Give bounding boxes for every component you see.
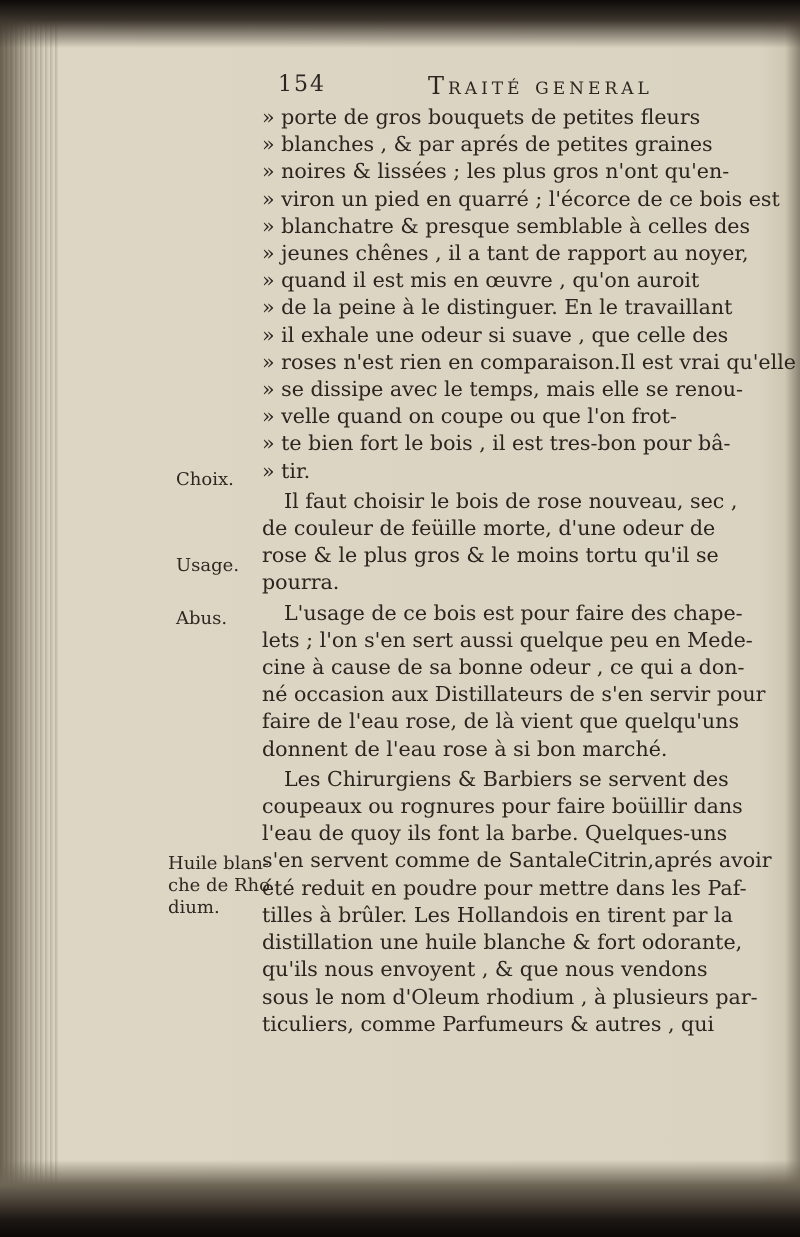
margin-note-huile-line: che de Rho (168, 875, 270, 896)
running-header (278, 72, 698, 108)
paragraph-usage (262, 600, 767, 763)
text-line: » te bien fort le bois , il est tres-bon pour bâ- (262, 431, 731, 456)
text-line: L'usage de ce bois est pour faire des chape- (284, 600, 743, 625)
text-line: lets ; l'on s'en sert aussi quelque peu en Mede- (262, 627, 753, 652)
text-line: l'eau de quoy ils font la barbe. Quelques-uns (262, 821, 728, 846)
text-line: distillation une huile blanche & fort odorante, (262, 930, 743, 955)
text-line: » blanchatre & presque semblable à celles des (262, 213, 751, 238)
text-line: » quand il est mis en œuvre , qu'on auroit (262, 268, 700, 293)
text-line: » noires & lissées ; les plus gros n'ont qu'en- (262, 159, 730, 184)
text-line: tilles à brûler. Les Hollandois en tirent par la (262, 902, 733, 927)
top-edge-shadow (0, 0, 800, 48)
bottom-edge-shadow (0, 1160, 800, 1237)
text-line: » porte de gros bouquets de petites fleurs (262, 105, 701, 129)
text-line: Les Chirurgiens & Barbiers se servent des (284, 766, 729, 791)
text-line: coupeaux ou rognures pour faire boüillir dans (262, 794, 743, 819)
text-line: » velle quand on coupe ou que l'on frot- (262, 404, 677, 429)
main-text (262, 104, 796, 1038)
text-line: » tir. (262, 458, 311, 483)
margin-note-huile-line: dium. (168, 897, 220, 918)
text-line: cine à cause de sa bonne odeur , ce qui a don- (262, 655, 745, 680)
text-line: sous le nom d'Oleum rhodium , à plusieurs par- (262, 984, 758, 1009)
paragraph-chirurgiens (262, 766, 772, 1038)
margin-note-choix: Choix. (176, 469, 234, 490)
text-line: été reduit en poudre pour mettre dans les Paf- (262, 875, 747, 900)
text-line: faire de l'eau rose, de là vient que quelqu'uns (262, 709, 740, 734)
margin-note-huile-line: Huile blan- (168, 853, 269, 874)
text-line: de couleur de feüille morte, d'une odeur de (262, 516, 716, 541)
paragraph-quotation (262, 104, 796, 485)
book-spine-shadow (0, 0, 58, 1237)
running-title: Traité general (428, 72, 653, 100)
paragraph-choix (262, 488, 767, 597)
text-line: » de la peine à le distinguer. En le travaillant (262, 295, 733, 320)
text-line: s'en servent comme de SantaleCitrin,aprés avoir (262, 848, 772, 873)
text-line: » il exhale une odeur si suave , que celle des (262, 322, 729, 347)
text-line: donnent de l'eau rose à si bon marché. (262, 736, 668, 761)
text-line: ticuliers, comme Parfumeurs & autres , qui (262, 1011, 715, 1036)
text-line: » se dissipe avec le temps, mais elle se renou- (262, 377, 744, 402)
text-line: Il faut choisir le bois de rose nouveau, sec , (284, 488, 738, 513)
text-line: rose & le plus gros & le moins tortu qu'il se (262, 543, 719, 568)
page-number: 154 (278, 72, 326, 97)
text-line: » roses n'est rien en comparaison.Il est vrai qu'elle (262, 349, 796, 374)
margin-note-abus: Abus. (176, 608, 228, 629)
text-line: pourra. (262, 570, 340, 595)
text-line: né occasion aux Distillateurs de s'en servir pour (262, 682, 766, 707)
text-line: qu'ils nous envoyent , & que nous vendons (262, 957, 708, 982)
text-line: » blanches , & par aprés de petites graines (262, 132, 713, 157)
text-line: » jeunes chênes , il a tant de rapport au noyer, (262, 241, 749, 266)
margin-note-huile (168, 853, 270, 919)
text-line: » viron un pied en quarré ; l'écorce de ce bois est (262, 186, 780, 211)
margin-note-usage: Usage. (176, 555, 240, 576)
